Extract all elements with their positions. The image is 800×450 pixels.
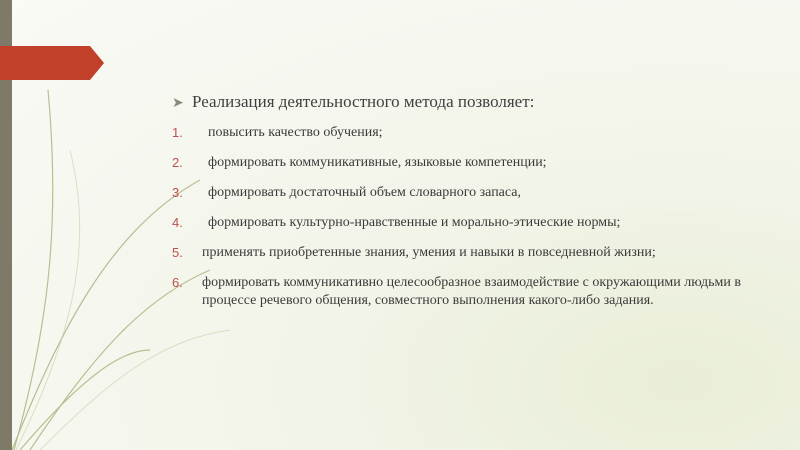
list-item: [172, 274, 772, 310]
numbered-list: [172, 124, 772, 310]
content-area: [172, 92, 772, 322]
list-number: 4.: [172, 215, 183, 230]
list-item: [172, 154, 772, 172]
list-text: применять приобретенные знания, умения и навыки в повседневной жизни;: [202, 245, 656, 260]
list-text: формировать культурно-нравственные и морально-этические нормы;: [208, 215, 621, 230]
list-number: 6.: [172, 275, 183, 290]
heading-row: [172, 92, 772, 112]
list-text: формировать коммуникативные, языковые компетенции;: [208, 155, 547, 170]
list-item: [172, 244, 772, 262]
list-text: формировать достаточный объем словарного запаса,: [208, 185, 521, 200]
list-text: повысить качество обучения;: [208, 125, 383, 140]
list-number: 5.: [172, 245, 183, 260]
list-item: [172, 184, 772, 202]
list-item: [172, 124, 772, 142]
arrow-bullet-icon: ➤: [172, 96, 184, 111]
list-number: 3.: [172, 185, 183, 200]
list-number: 2.: [172, 155, 183, 170]
list-item: [172, 214, 772, 232]
heading-text: Реализация деятельностного метода позволяет:: [192, 92, 535, 111]
list-text: формировать коммуникативно целесообразное взаимодействие с окружающими людьми в процессе речевого общения, совместного выполнения какого-либо задания.: [202, 275, 741, 308]
list-number: 1.: [172, 125, 183, 140]
